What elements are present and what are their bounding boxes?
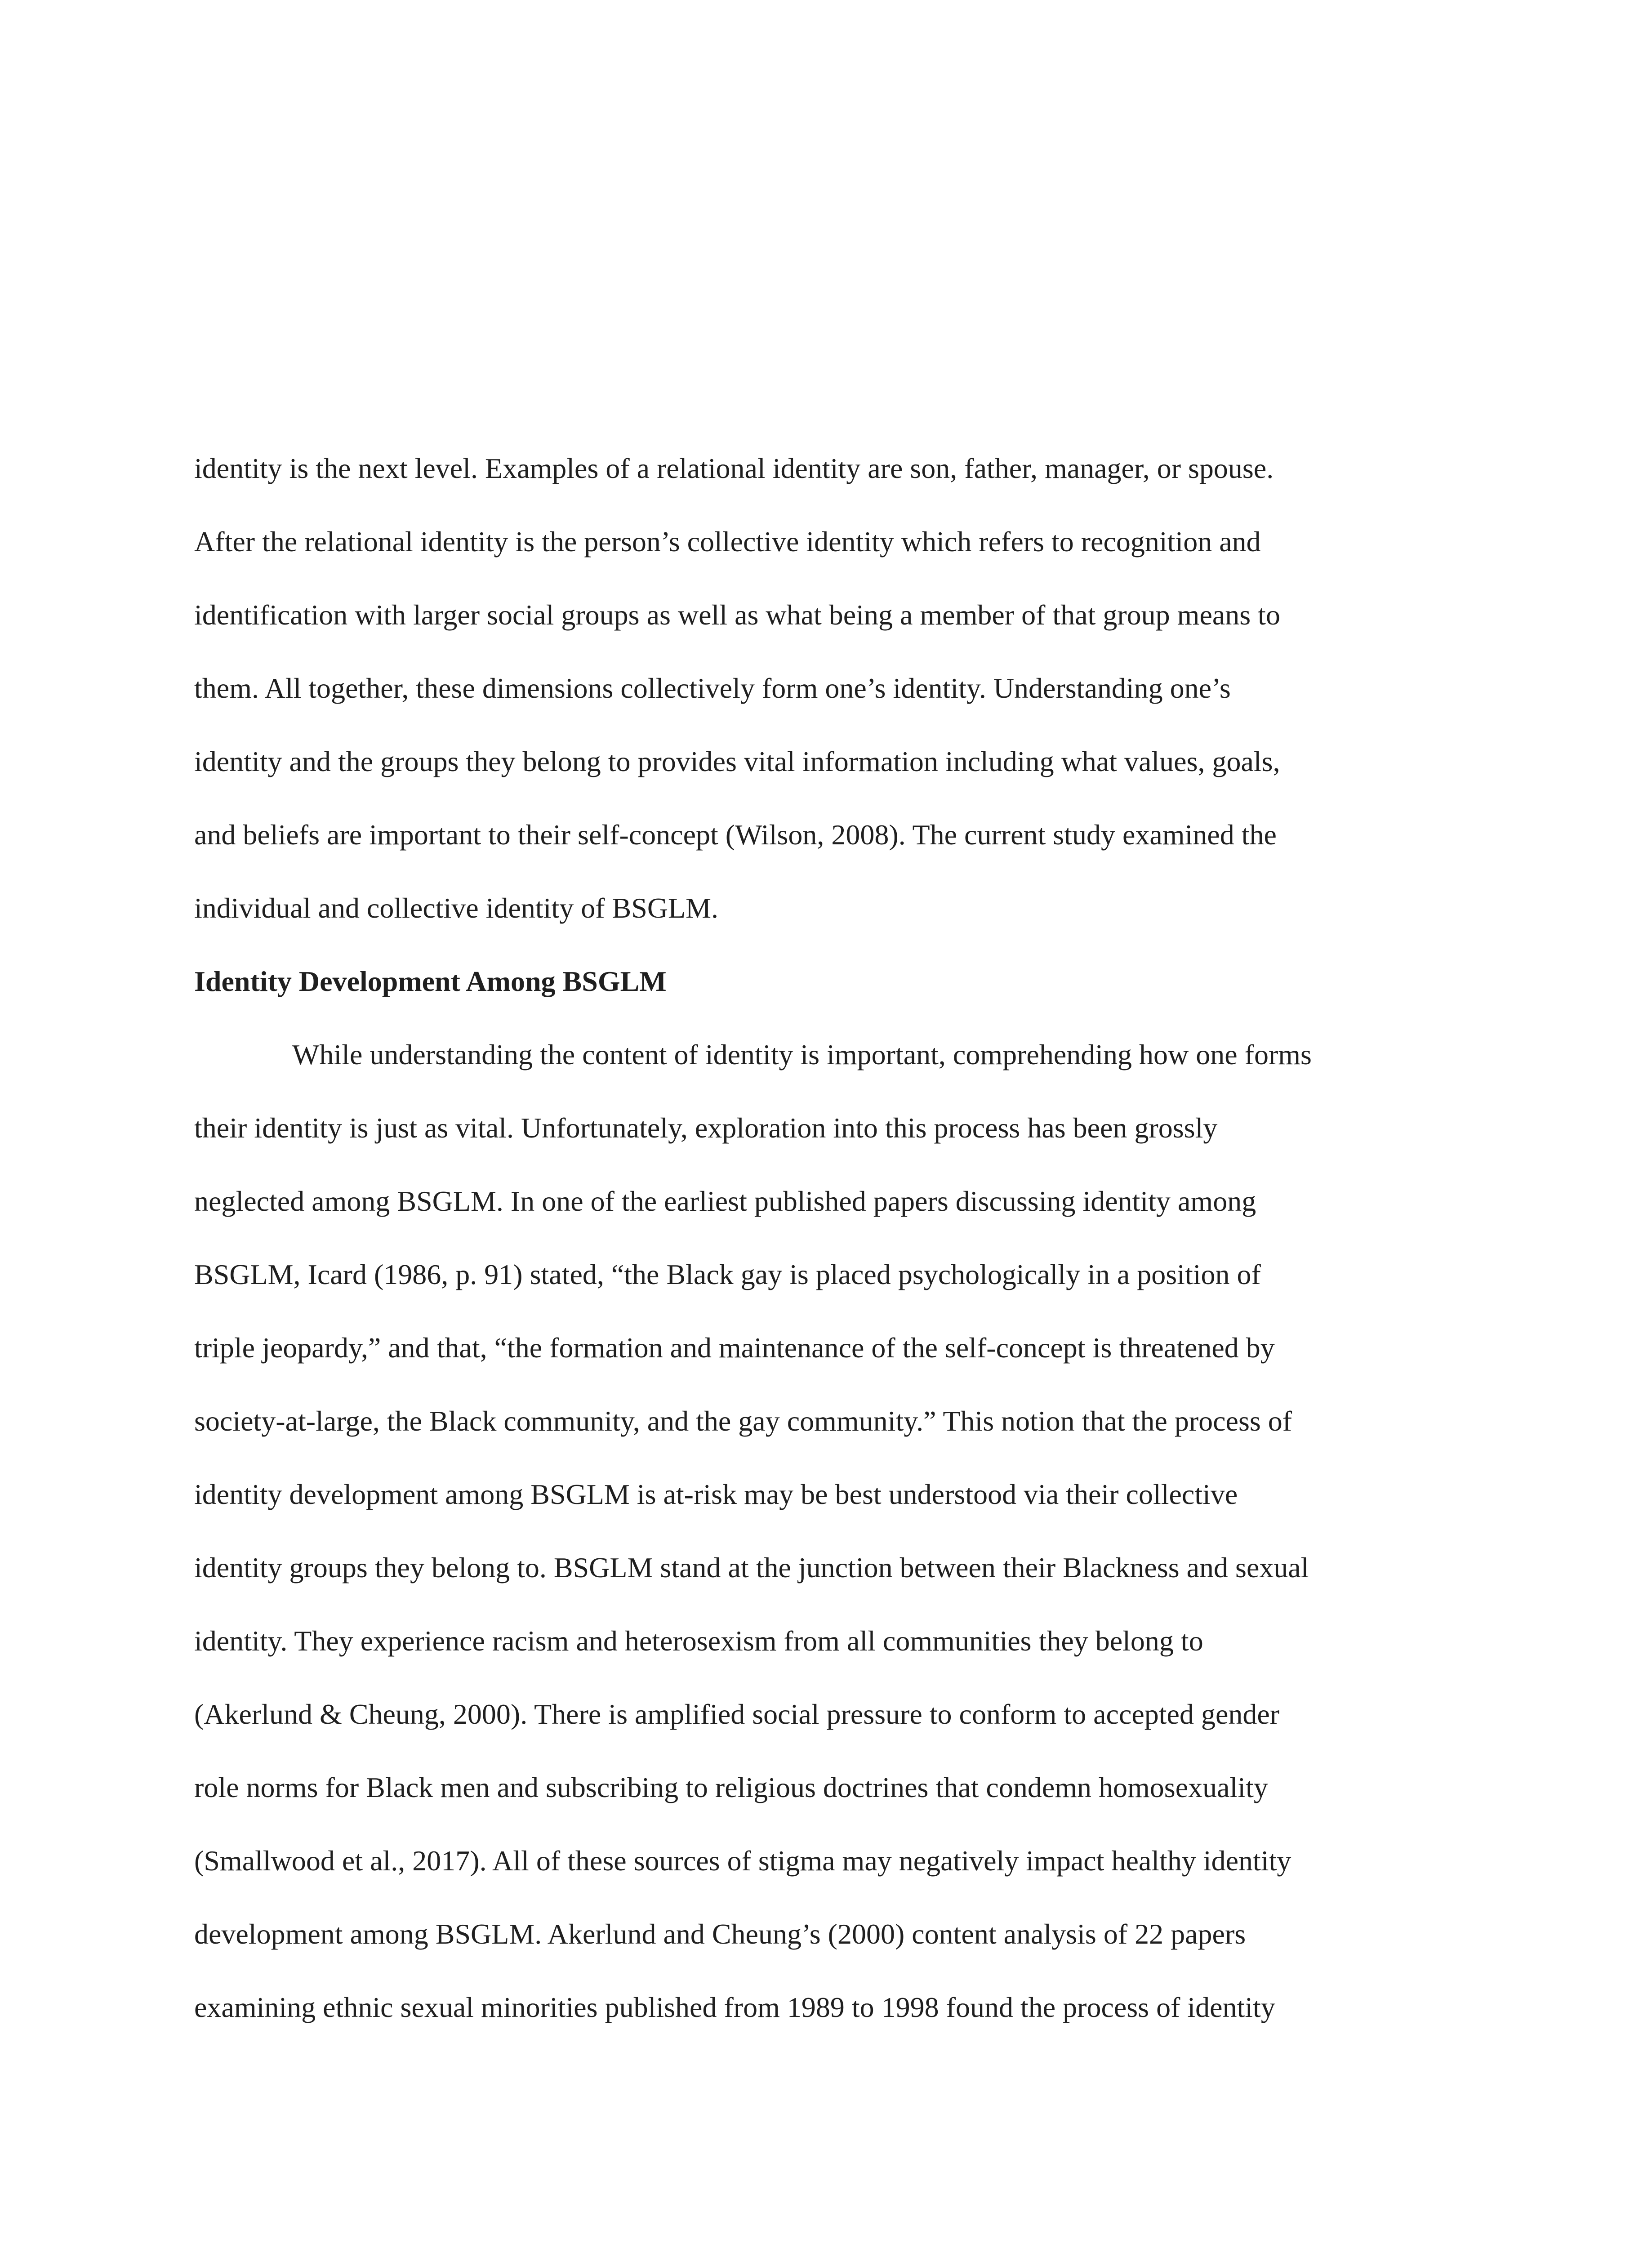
paragraph-line: and beliefs are important to their self-concept (Wilson, 2008). The current study examined the — [194, 819, 1277, 851]
paragraph-line: their identity is just as vital. Unfortunately, exploration into this process has been grossly — [194, 1112, 1218, 1144]
paragraph-line: development among BSGLM. Akerlund and Cheung’s (2000) content analysis of 22 papers — [194, 1918, 1246, 1950]
paragraph-line: (Akerlund & Cheung, 2000). There is amplified social pressure to conform to accepted gender — [194, 1698, 1280, 1730]
body-text — [194, 432, 1480, 2044]
paragraph-line: identity is the next level. Examples of a relational identity are son, father, manager, or spouse. — [194, 452, 1274, 484]
paragraph-line: identity groups they belong to. BSGLM stand at the junction between their Blackness and sexual — [194, 1552, 1309, 1583]
paragraph-line: While understanding the content of identity is important, comprehending how one forms — [292, 1039, 1312, 1070]
paragraph-line: individual and collective identity of BSGLM. — [194, 892, 719, 924]
paragraph-line: role norms for Black men and subscribing to religious doctrines that condemn homosexuality — [194, 1771, 1268, 1803]
paragraph-line: them. All together, these dimensions collectively form one’s identity. Understanding one’s — [194, 672, 1231, 704]
paragraph-line: (Smallwood et al., 2017). All of these sources of stigma may negatively impact healthy identity — [194, 1845, 1291, 1877]
paragraph-line: neglected among BSGLM. In one of the earliest published papers discussing identity among — [194, 1185, 1256, 1217]
paragraph-line: identity and the groups they belong to provides vital information including what values, goals, — [194, 745, 1280, 777]
paragraph-line: examining ethnic sexual minorities published from 1989 to 1998 found the process of identity — [194, 1991, 1275, 2023]
paragraph-line: society-at-large, the Black community, and the gay community.” This notion that the process of — [194, 1405, 1292, 1437]
paragraph-line: identification with larger social groups as well as what being a member of that group means to — [194, 599, 1280, 631]
paragraph-line: identity. They experience racism and heterosexism from all communities they belong to — [194, 1625, 1203, 1657]
paragraph-line: After the relational identity is the person’s collective identity which refers to recognition and — [194, 526, 1261, 558]
paragraph-line: identity development among BSGLM is at-risk may be best understood via their collective — [194, 1478, 1238, 1510]
paragraph-line: triple jeopardy,” and that, “the formation and maintenance of the self-concept is threatened by — [194, 1332, 1275, 1364]
section-heading: Identity Development Among BSGLM — [194, 965, 667, 997]
paragraph-line: BSGLM, Icard (1986, p. 91) stated, “the Black gay is placed psychologically in a position of — [194, 1258, 1261, 1290]
